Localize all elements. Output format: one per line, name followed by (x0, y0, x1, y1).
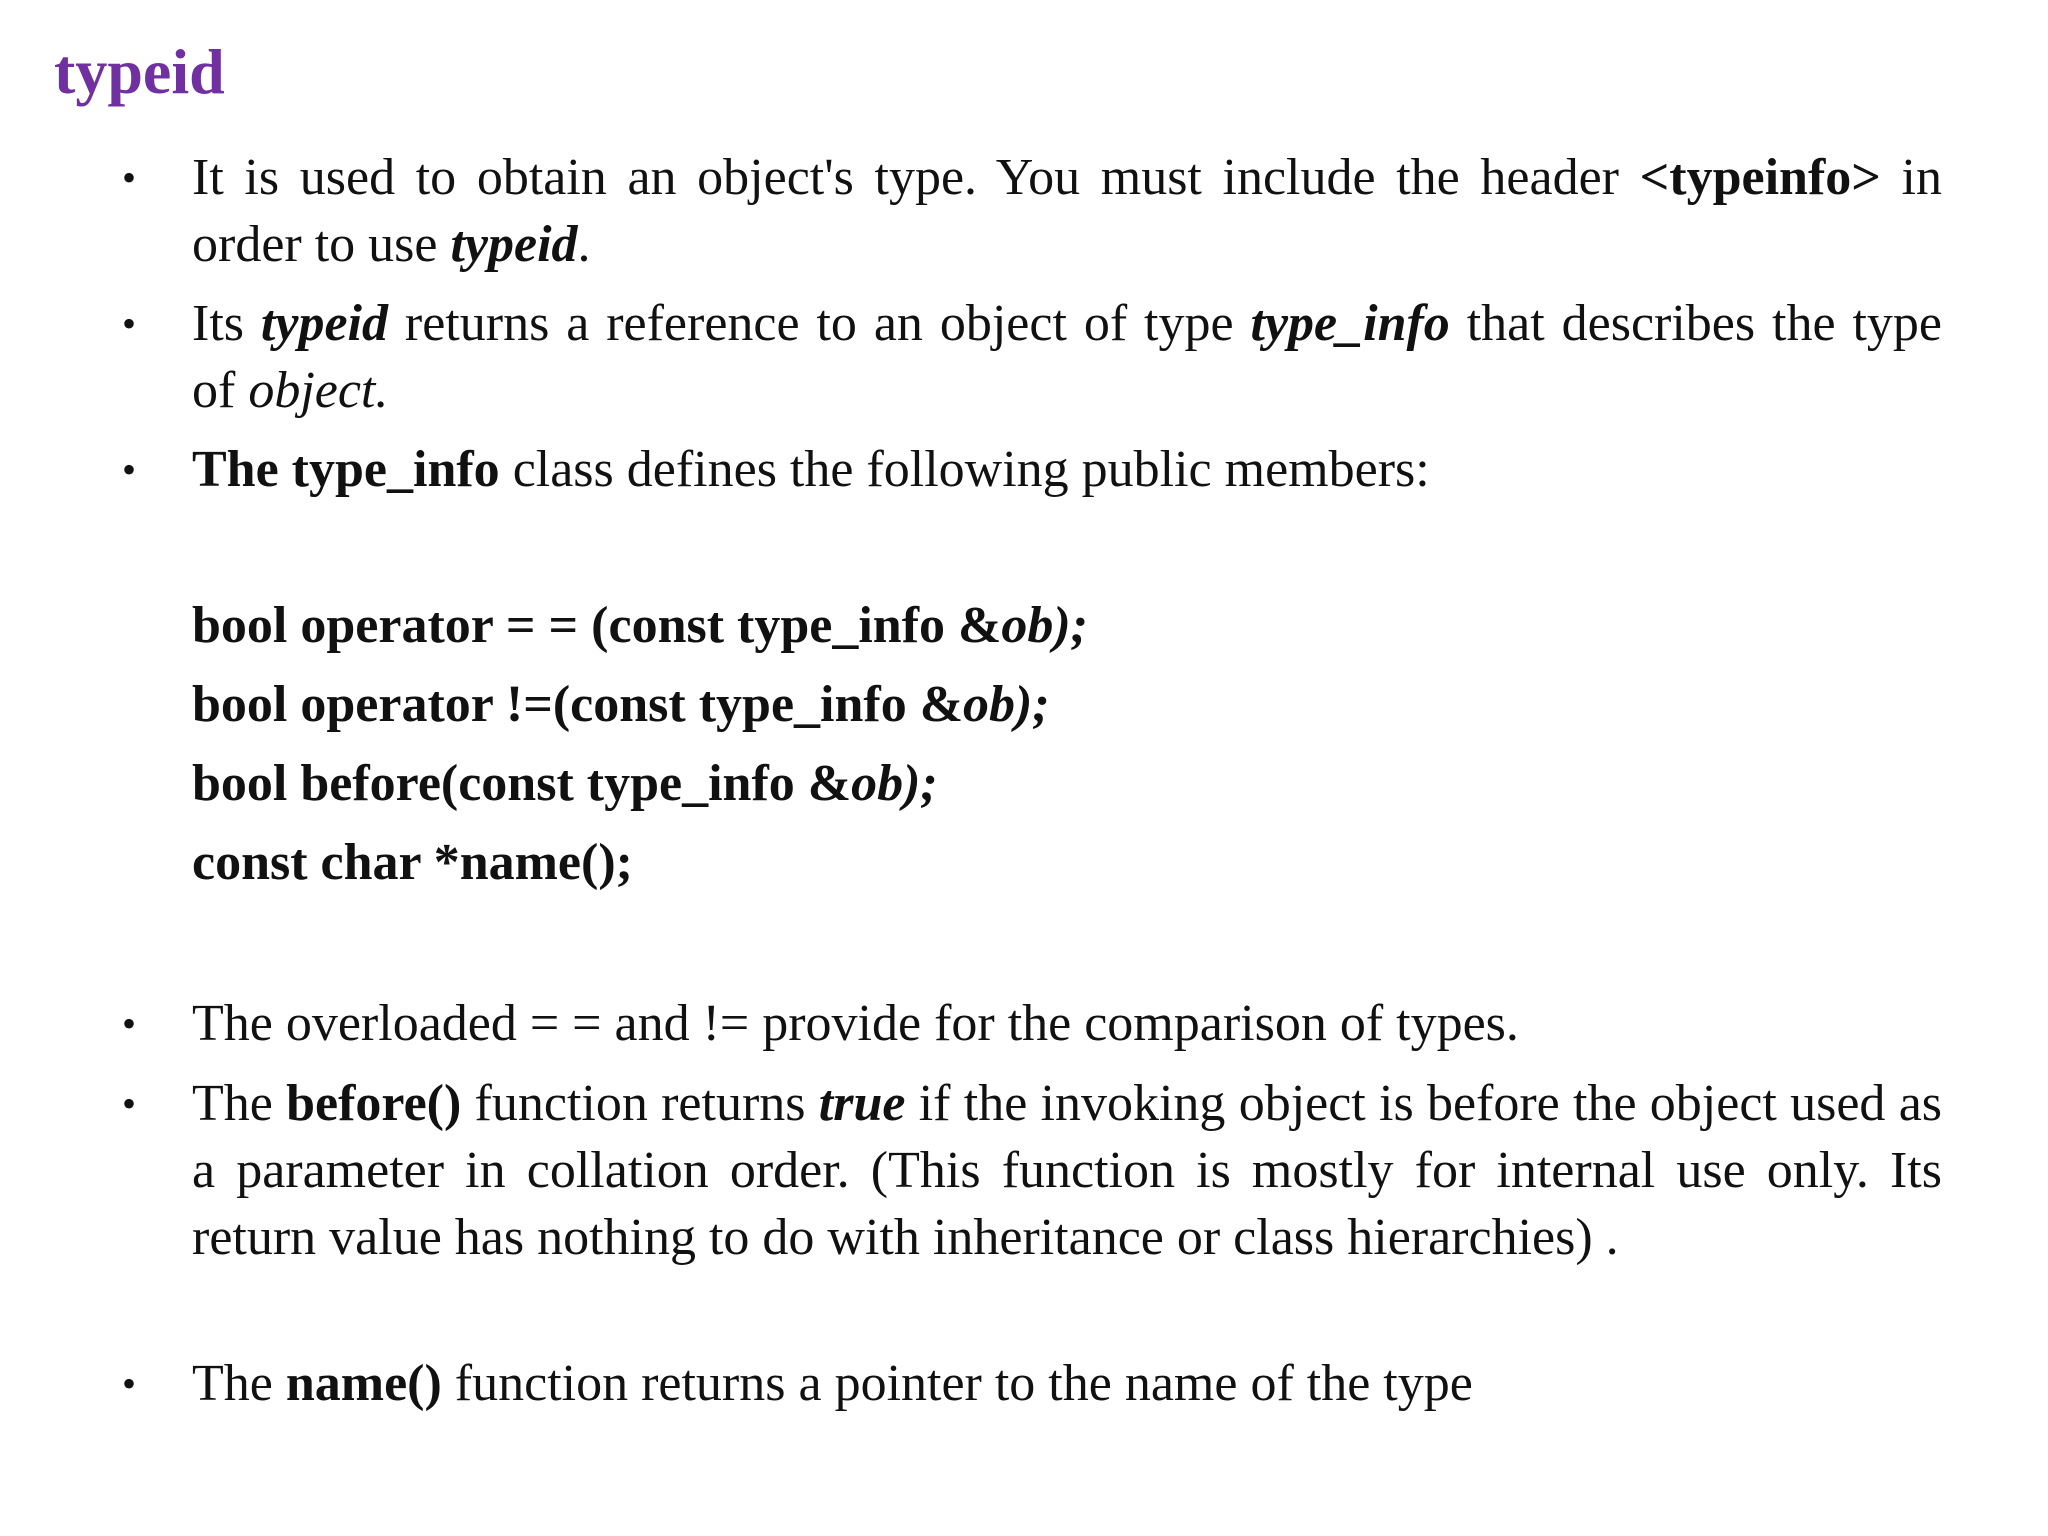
text: It is used to obtain an object's type. You must include the header (192, 149, 1640, 206)
text: Its (192, 295, 261, 352)
bullet-dot: • (122, 447, 137, 492)
code-text: bool before(const type_info & (192, 755, 852, 812)
code-line (192, 823, 1088, 902)
text-bold-italic: typeid (260, 295, 388, 352)
text-bold-italic: type_info (1250, 295, 1450, 352)
bullet-typeid-returns (122, 290, 1942, 424)
text: The (192, 1075, 287, 1132)
code-text: bool operator = = (const type_info & (192, 597, 1002, 654)
bullet-type-info-members (122, 436, 1942, 503)
bullet-dot: • (122, 1001, 137, 1046)
text: returns a reference to an object of type (387, 295, 1251, 352)
text-bold: name() (285, 1355, 442, 1412)
text-italic: object. (248, 362, 389, 419)
bullet-dot: • (122, 1361, 137, 1406)
bullet-dot: • (122, 1081, 137, 1126)
code-line (192, 586, 1088, 665)
code-param: ob); (1001, 597, 1088, 654)
code-line (192, 665, 1088, 744)
text: . (577, 216, 591, 273)
text-bold-italic: typeid (450, 216, 578, 273)
text: if the invoking object is before the object used as a parameter in collation order. (This function is mostly for internal use only. Its return value has nothing to do with inheritance or class hierarchies) . (192, 1075, 1943, 1266)
text: function returns a pointer to the name of the type (441, 1355, 1473, 1412)
text-bold-italic: true (818, 1075, 906, 1132)
text-bold: <typeinfo> (1639, 149, 1881, 206)
text: The overloaded = = and != provide for the comparison of types. (192, 995, 1519, 1052)
text-bold: The type_info (192, 441, 500, 498)
text: in order to use (192, 149, 1943, 273)
text: function returns (461, 1075, 819, 1132)
slide-title: typeid (54, 36, 225, 107)
text: The (192, 1355, 286, 1412)
text-bold: before() (286, 1075, 462, 1132)
bullet-before-function (122, 1070, 1943, 1271)
code-line (192, 744, 1088, 823)
bullet-typeid-usage (122, 144, 1943, 278)
code-text: bool operator !=(const type_info & (192, 676, 964, 733)
bullet-overloaded-operators (122, 990, 1942, 1057)
text: class defines the following public members: (499, 441, 1430, 498)
bullet-name-function (122, 1350, 1942, 1417)
code-text: const char *name(); (192, 834, 633, 891)
bullet-dot: • (122, 301, 137, 346)
code-param: ob); (963, 676, 1050, 733)
code-block (192, 586, 1088, 902)
bullet-dot: • (122, 155, 137, 200)
text: that describes the type of (192, 295, 1942, 419)
code-param: ob); (851, 755, 938, 812)
